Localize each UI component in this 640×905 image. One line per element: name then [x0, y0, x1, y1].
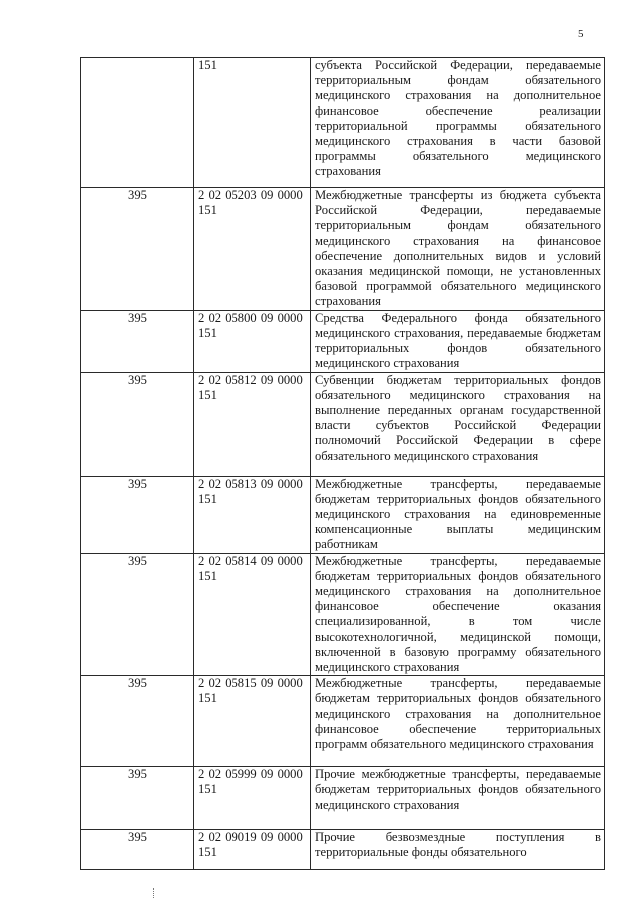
admin-code-cell: 395 — [81, 310, 194, 372]
description-cell: Прочие межбюджетные трансферты, передаваемые бюджетам территориальных фондов обязательного медицинского страхования — [311, 767, 605, 830]
admin-code-cell: 395 — [81, 476, 194, 553]
admin-code-cell: 395 — [81, 553, 194, 676]
description-cell: Межбюджетные трансферты, передаваемые бюджетам территориальных фондов обязательного медицинского страхования на единовременные компенсационные выплаты медицинским работникам — [311, 476, 605, 553]
budget-code-cell: 2 02 09019 09 0000 151 — [194, 830, 311, 870]
budget-code-cell: 2 02 05812 09 0000 151 — [194, 372, 311, 476]
budget-codes-table — [80, 57, 605, 870]
budget-code-cell: 2 02 05999 09 0000 151 — [194, 767, 311, 830]
description-cell: Межбюджетные трансферты, передаваемые бюджетам территориальных фондов обязательного медицинского страхования на дополнительное финансовое обеспечение территориальных программ обязательного медицинского страхования — [311, 676, 605, 767]
admin-code-cell: 395 — [81, 767, 194, 830]
description-cell: Прочие безвозмездные поступления в территориальные фонды обязательного — [311, 830, 605, 870]
table-row — [81, 476, 605, 553]
description-cell: Межбюджетные трансферты из бюджета субъекта Российской Федерации, передаваемые территориальным фондам обязательного медицинского страхования на финансовое обеспечение дополнительных видов и условий оказания медицинской помощи, не установленных базовой программой обязательного медицинского страхования — [311, 188, 605, 311]
description-cell: Субвенции бюджетам территориальных фондов обязательного медицинского страхования на выполнение переданных органам государственной власти субъектов Российской Федерации полномочий Российской Федерации в сфере обязательного медицинского страхования — [311, 372, 605, 476]
admin-code-cell: 395 — [81, 372, 194, 476]
table-row — [81, 188, 605, 311]
table-row — [81, 830, 605, 870]
budget-code-cell: 2 02 05814 09 0000 151 — [194, 553, 311, 676]
admin-code-cell: 395 — [81, 676, 194, 767]
table-row — [81, 310, 605, 372]
table-row — [81, 553, 605, 676]
table-row — [81, 676, 605, 767]
description-cell: Межбюджетные трансферты, передаваемые бюджетам территориальных фондов обязательного медицинского страхования на дополнительное финансовое обеспечение оказания специализированной, в том числе высокотехнологичной, медицинской помощи, включенной в базовую программу обязательного медицинского страхования — [311, 553, 605, 676]
description-cell: субъекта Российской Федерации, передаваемые территориальным фондам обязательного медицинского страхования на дополнительное финансовое обеспечение реализации территориальной программы обязательного медицинского страхования в части базовой программы обязательного медицинского страхования — [311, 58, 605, 188]
table-row — [81, 767, 605, 830]
description-cell: Средства Федерального фонда обязательного медицинского страхования, передаваемые бюджетам территориальных фондов обязательного медицинского страхования — [311, 310, 605, 372]
admin-code-cell: 395 — [81, 830, 194, 870]
scan-mark — [153, 888, 156, 898]
budget-code-cell: 2 02 05203 09 0000 151 — [194, 188, 311, 311]
table-row — [81, 58, 605, 188]
budget-code-cell: 2 02 05800 09 0000 151 — [194, 310, 311, 372]
page-number: 5 — [578, 28, 584, 40]
budget-code-cell: 2 02 05813 09 0000 151 — [194, 476, 311, 553]
admin-code-cell — [81, 58, 194, 188]
budget-code-cell: 151 — [194, 58, 311, 188]
budget-code-cell: 2 02 05815 09 0000 151 — [194, 676, 311, 767]
admin-code-cell: 395 — [81, 188, 194, 311]
table-row — [81, 372, 605, 476]
